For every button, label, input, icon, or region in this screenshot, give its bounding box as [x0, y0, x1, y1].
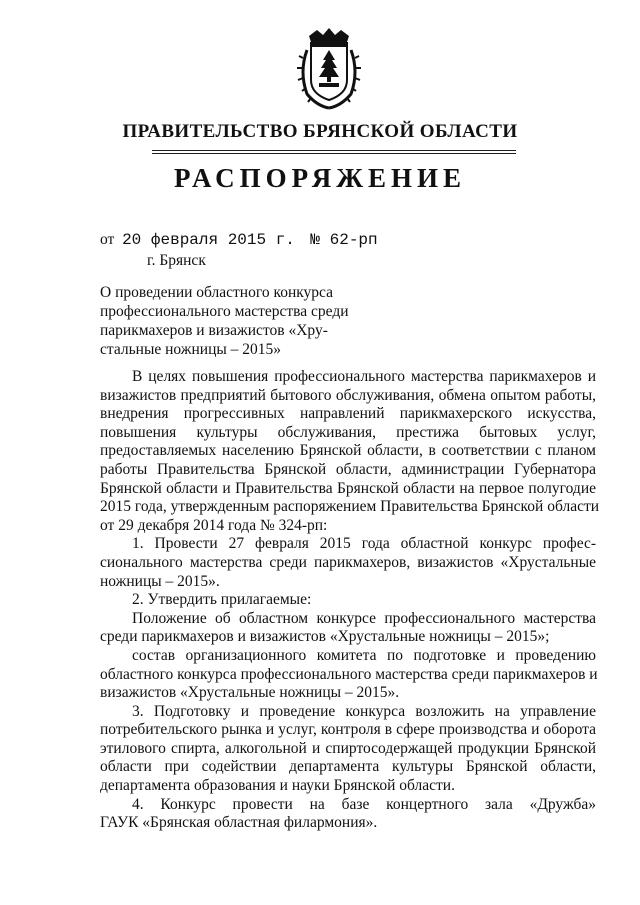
body-line: потребительского рынка и услуг, контроля в сфере производства и оборота	[100, 721, 596, 739]
body-line: повышения культуры обслуживания, престижа бытовых услуг,	[100, 423, 596, 441]
subject-line: стальные ножницы – 2015»	[100, 341, 282, 358]
body-line: предоставляемых населению Брянской области, в соответствии с планом	[100, 442, 596, 460]
document-type: РАСПОРЯЖЕНИЕ	[173, 163, 467, 193]
body-line: среди парикмахеров и визажистов «Хрустальные ножницы – 2015»;	[100, 628, 550, 646]
body-line: 3. Подготовку и проведение конкурса возложить на управление	[132, 702, 596, 720]
body-line: Брянской области и Правительства Брянской области на первое полугодие	[100, 479, 596, 497]
date-number-line	[100, 231, 378, 249]
subject-line: О проведении областного конкурса	[100, 284, 333, 301]
subject-line: профессионального мастерства среди	[100, 303, 349, 320]
body-line: от 29 декабря 2014 года № 324-рп:	[100, 516, 328, 534]
body-line: ножницы – 2015».	[100, 572, 220, 590]
document-subject	[100, 283, 350, 359]
body-line: 4. Конкурс провести на базе концертного зала «Дружба»	[132, 795, 596, 813]
header-divider	[152, 150, 516, 154]
body-line: областного конкурса профессионального мастерства среди парикмахеров и	[100, 665, 598, 683]
body-line: визажистов предприятий бытового обслуживания, обмена опытом работы,	[100, 386, 596, 404]
government-title: ПРАВИТЕЛЬСТВО БРЯНСКОЙ ОБЛАСТИ	[122, 121, 518, 142]
document-date: 20 февраля 2015 г.	[122, 231, 295, 249]
body-line: 2. Утвердить прилагаемые:	[132, 591, 312, 609]
document-city: г. Брянск	[147, 252, 206, 269]
subject-line: парикмахеров и визажистов «Хру-	[100, 322, 328, 339]
body-line: департамента образования и науки Брянской области.	[100, 777, 455, 795]
body-line: Положение об областном конкурсе профессионального мастерства	[132, 609, 596, 627]
coat-of-arms-icon	[295, 28, 363, 112]
body-line: 2015 года, утвержденным распоряжением Правительства Брянской области	[100, 498, 600, 516]
body-line: визажистов «Хрустальные ножницы – 2015».	[100, 684, 400, 702]
body-line: этилового спирта, алкогольной и спиртосодержащей продукции Брянской	[100, 739, 596, 757]
date-prefix: от	[100, 231, 115, 248]
document-body	[100, 368, 600, 833]
document-number: № 62-рп	[310, 231, 378, 249]
body-line: 1. Провести 27 февраля 2015 года областной конкурс профес-	[132, 535, 596, 553]
body-line: состав организационного комитета по подготовке и проведению	[132, 646, 596, 664]
body-line: сионального мастерства среди парикмахеров, визажистов «Хрустальные	[100, 553, 596, 571]
body-line: внедрения прогрессивных направлений парикмахерского искусства,	[100, 405, 596, 423]
body-line: работы Правительства Брянской области, администрации Губернатора	[100, 460, 596, 478]
body-line: области при содействии департамента культуры Брянской области,	[100, 758, 596, 776]
body-line: ГАУК «Брянская областная филармония».	[100, 814, 378, 832]
body-line: В целях повышения профессионального мастерства парикмахеров и	[132, 368, 596, 385]
